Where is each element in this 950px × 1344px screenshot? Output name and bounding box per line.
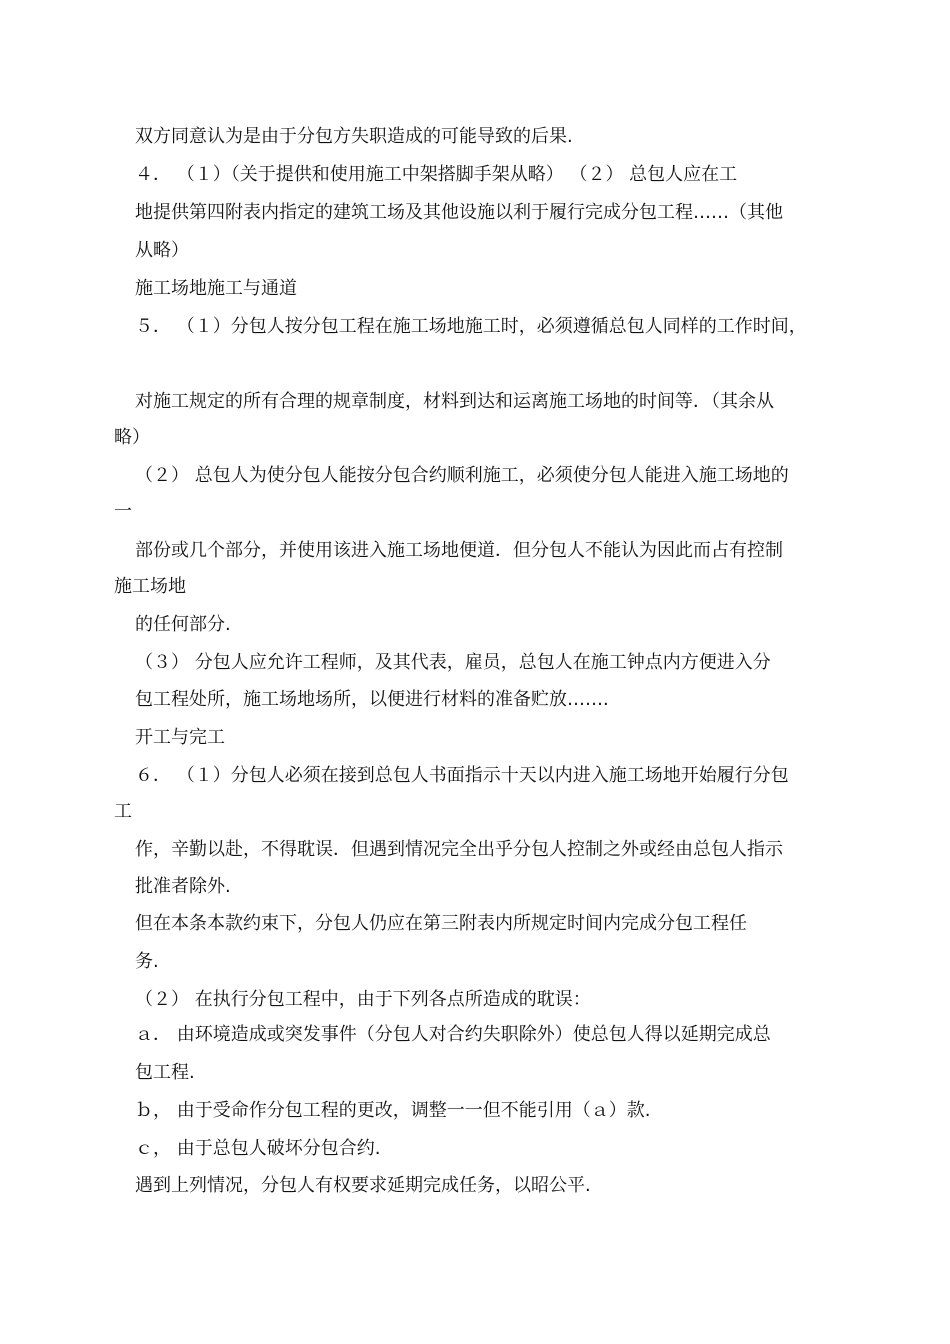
text-line: ６． （１）分包人必须在接到总包人书面指示十天以内进入施工场地开始履行分包: [135, 765, 789, 786]
text-line: 遇到上列情况，分包人有权要求延期完成任务，以昭公平.: [135, 1175, 591, 1196]
text-line: 一: [114, 501, 132, 522]
text-line: 工: [114, 801, 132, 822]
text-line: 作，辛勤以赴，不得耽误．但遇到情况完全出乎分包人控制之外或经由总包人指示: [135, 839, 783, 860]
text-line: ５． （１）分包人按分包工程在施工场地施工时，必须遵循总包人同样的工作时间，: [135, 316, 807, 337]
text-line: 部份或几个部分，并使用该进入施工场地便道．但分包人不能认为因此而占有控制: [135, 540, 783, 561]
text-line: 略）: [114, 427, 150, 448]
text-line: 从略）: [135, 240, 189, 261]
text-line: （２） 在执行分包工程中，由于下列各点所造成的耽误：: [135, 989, 591, 1010]
text-line: 对施工规定的所有合理的规章制度，材料到达和运离施工场地的时间等．（其余从: [135, 391, 774, 412]
text-line: ａ． 由环境造成或突发事件（分包人对合约失职除外）使总包人得以延期完成总: [135, 1024, 771, 1045]
section-heading: 开工与完工: [135, 727, 225, 748]
text-line: （３） 分包人应允许工程师，及其代表，雇员，总包人在施工钟点内方便进入分: [135, 652, 771, 673]
text-line: 包工程处所，施工场地场所，以便进行材料的准备贮放…….: [135, 689, 609, 710]
text-line: ４． （１）（关于提供和使用施工中架搭脚手架从略） （２） 总包人应在工: [135, 164, 738, 185]
text-line: 包工程.: [135, 1062, 195, 1083]
text-line: 但在本条本款约束下，分包人仍应在第三附表内所规定时间内完成分包工程任: [135, 913, 747, 934]
text-line: ｃ， 由于总包人破坏分包合约.: [135, 1138, 381, 1159]
text-line: 双方同意认为是由于分包方失职造成的可能导致的后果.: [135, 126, 573, 147]
text-line: 批准者除外.: [135, 876, 231, 897]
text-line: ｂ， 由于受命作分包工程的更改，调整一一但不能引用（ａ）款.: [135, 1100, 651, 1121]
text-line: 地提供第四附表内指定的建筑工场及其他设施以利于履行完成分包工程……（其他: [135, 202, 783, 223]
text-line: （２） 总包人为使分包人能按分包合约顺利施工，必须使分包人能进入施工场地的: [135, 465, 789, 486]
text-line: 的任何部分.: [135, 614, 231, 635]
section-heading: 施工场地施工与通道: [135, 278, 297, 299]
text-line: 务.: [135, 951, 159, 972]
text-line: 施工场地: [114, 576, 186, 597]
